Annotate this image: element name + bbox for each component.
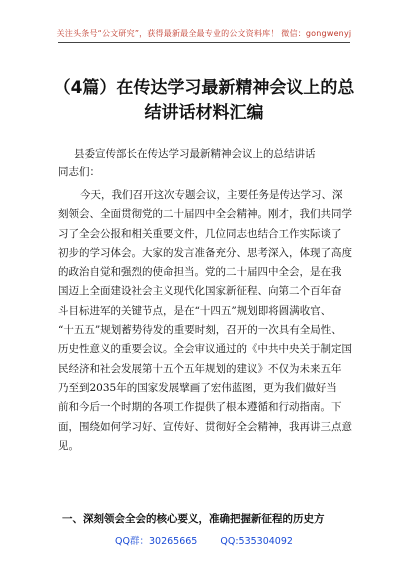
header-divider bbox=[58, 42, 350, 43]
document-title-line-2: 结讲话材料汇编 bbox=[144, 103, 264, 123]
footer-qq: QQ:535304092 bbox=[220, 536, 293, 547]
body-line: “十五五”规划蓄势待发的重要时刻，召开的一次具有全局性、 bbox=[58, 324, 342, 337]
body-line: 历史性意义的重要会议。全会审议通过的《中共中央关于制定国 bbox=[58, 343, 352, 356]
body-line: 乃至到2035年的国家发展擘画了宏伟蓝图，更为我们做好当 bbox=[58, 381, 337, 394]
header-note: 关注头条号“公文研究”，获得最新最全最专业的公文资料库！ 微信：gongwenyj bbox=[56, 29, 352, 38]
document-title-line-1: （4篇）在传达学习最新精神会议上的总 bbox=[53, 78, 355, 98]
body-line: 前和今后一个时期的各项工作提供了根本遵循和行动指南。下 bbox=[58, 401, 342, 414]
body-line: 的政治自觉和强烈的使命担当。党的二十届四中全会，是在我 bbox=[58, 266, 342, 279]
section-heading: 一、深刻领会全会的核心要义，准确把握新征程的历史方 bbox=[62, 513, 325, 525]
body-line: 习了全会公报和相关重要文件，几位同志也结合工作实际谈了 bbox=[58, 227, 342, 240]
body-line: 面，围绕如何学习好、宣传好、贯彻好全会精神，我再讲三点意 bbox=[58, 420, 352, 433]
body-line: 民经济和社会发展第十五个五年规划的建议》不仅为未来五年 bbox=[58, 362, 342, 375]
footer-qq-group: QQ群：30265665 bbox=[115, 536, 198, 547]
body-line: 刻领会、全面贯彻党的二十届四中全会精神。刚才，我们共同学 bbox=[58, 208, 352, 221]
document-subtitle: 县委宣传部长在传达学习最新精神会议上的总结讲话 bbox=[74, 148, 316, 160]
body-text bbox=[58, 186, 350, 456]
document-title bbox=[44, 76, 364, 126]
body-line: 国迈上全面建设社会主义现代化国家新征程、向第二个百年奋 bbox=[58, 285, 342, 298]
body-line: 斗目标进军的关键节点，是在“十四五”规划即将圆满收官、 bbox=[58, 304, 332, 317]
footer bbox=[0, 533, 408, 547]
salutation: 同志们： bbox=[58, 166, 100, 178]
body-line: 见。 bbox=[58, 439, 79, 452]
body-line: 今天，我们召开这次专题会议，主要任务是传达学习、深 bbox=[80, 189, 343, 201]
body-line: 初步的学习体会。大家的发言准备充分、思考深入，体现了高度 bbox=[58, 246, 352, 259]
